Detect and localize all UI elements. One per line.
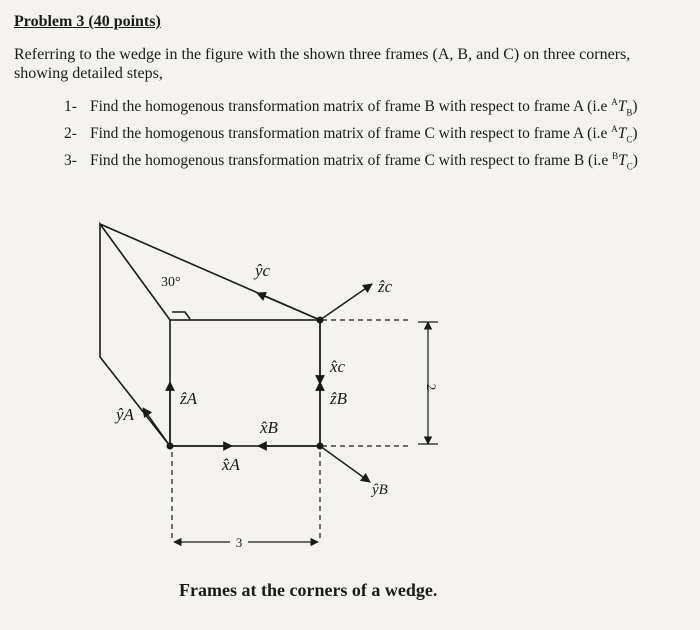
matrix-subscript: C: [626, 161, 633, 172]
problem-intro: Referring to the wedge in the figure with the shown three frames (A, B, and C) on three corners, showing detailed steps,: [14, 46, 631, 82]
task-number: 2-: [64, 125, 77, 143]
matrix-subscript: B: [626, 107, 633, 118]
frame-b-y-axis: [320, 446, 370, 482]
angle-label: 30°: [161, 275, 181, 290]
task-text: Find the homogenous transformation matrix of frame B with respect to frame A (i.e: [90, 98, 612, 116]
task-close: ): [632, 125, 638, 143]
frame-b-x-label: x̂B: [260, 418, 278, 437]
figure-caption: Frames at the corners of a wedge.: [179, 580, 438, 600]
frame-a-x-label: x̂A: [222, 455, 240, 474]
wedge-left-face-edge: [100, 224, 170, 446]
frame-c-z-label: ẑc: [378, 277, 393, 296]
frame-c-z-axis: [320, 284, 372, 320]
matrix-superscript: A: [611, 124, 618, 134]
dimension-height-label: 2: [424, 383, 439, 391]
frame-c-x-label: x̂c: [330, 357, 346, 376]
task-close: ): [632, 98, 638, 116]
matrix-symbol: T: [617, 125, 627, 143]
matrix-superscript: A: [611, 97, 618, 107]
matrix-subscript: C: [626, 134, 633, 145]
angle-reference-line: [172, 312, 190, 319]
frame-a-y-axis: [143, 408, 170, 446]
task-text: Find the homogenous transformation matrix of frame C with respect to frame B (i.e: [90, 152, 613, 170]
frame-a-y-label: ŷA: [116, 405, 134, 424]
hidden-edges: [172, 320, 410, 540]
task-number: 3-: [64, 152, 77, 170]
wedge-front-face: [170, 320, 320, 446]
frame-c-y-label: ŷc: [255, 261, 271, 280]
task-text: Find the homogenous transformation matrix of frame C with respect to frame A (i.e: [90, 125, 612, 143]
matrix-symbol: T: [617, 98, 627, 116]
frame-b-y-label: ŷB: [372, 482, 388, 498]
frame-b-z-label: ẑB: [330, 389, 347, 408]
dimension-width-label: 3: [235, 535, 243, 550]
matrix-symbol: T: [618, 152, 627, 170]
task-number: 1-: [64, 98, 77, 116]
matrix-superscript: B: [612, 151, 619, 161]
frame-a-z-label: ẑA: [180, 389, 197, 408]
task-close: ): [632, 152, 638, 170]
problem-heading: Problem 3 (40 points): [14, 13, 161, 30]
frame-c-y-axis: [257, 293, 320, 320]
